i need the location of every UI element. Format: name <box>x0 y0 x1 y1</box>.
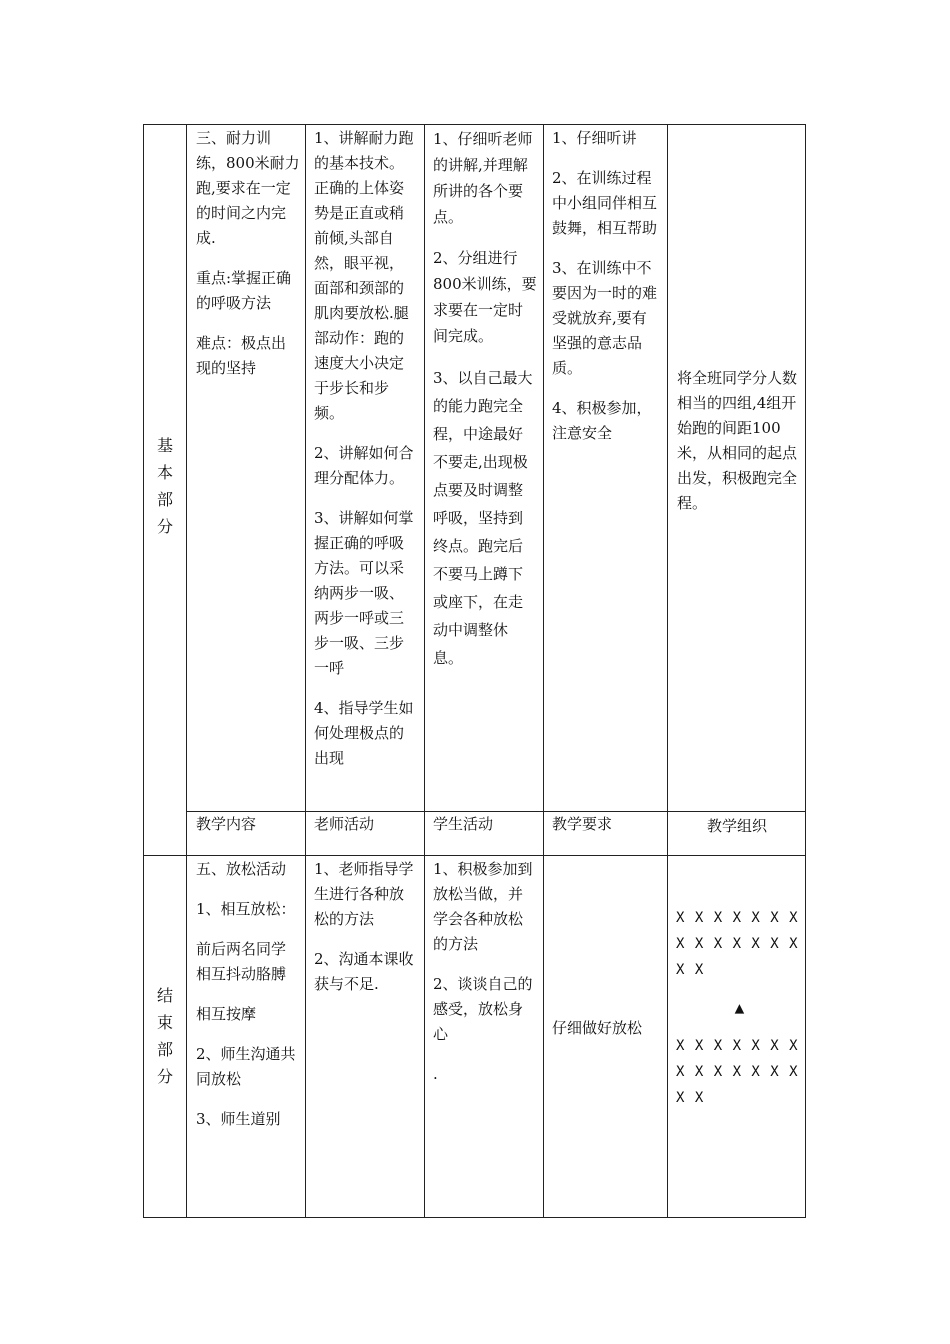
end-content-item: 五、放松活动 <box>196 860 287 878</box>
row-divider <box>186 811 806 812</box>
header-teacher: 老师活动 <box>314 815 375 833</box>
teacher-position-marker-icon: ▲ <box>734 998 746 1017</box>
formation-diagram <box>676 905 804 1111</box>
basic-content-difficulty: 难点：极点出现的坚持 <box>196 334 287 377</box>
header-student: 学生活动 <box>433 815 494 833</box>
section-label-end: 结束部分 <box>156 986 173 1086</box>
end-requirements-cell <box>552 1016 662 1056</box>
basic-teacher-item: 3、讲解如何掌握正确的呼吸方法。可以采纳两步一吸、两步一呼或三步一吸、三步一呼 <box>314 509 414 677</box>
table-border-right <box>805 124 806 1218</box>
end-content-item: 前后两名同学相互抖动胳膊 <box>196 940 287 983</box>
formation-row: X X <box>676 1090 705 1106</box>
basic-student-item: 1、仔细听老师的讲解,并理解所讲的各个要点。 <box>433 130 533 226</box>
formation-row: X X X X X X X <box>676 1064 799 1080</box>
end-content-item: 1、相互放松： <box>196 900 296 918</box>
column-divider <box>667 124 668 1218</box>
table-border-top <box>143 124 806 125</box>
basic-requirement-item: 1、仔细听讲 <box>552 129 637 147</box>
header-requirements: 教学要求 <box>552 815 613 833</box>
formation-row: X X X X X X X <box>676 936 799 952</box>
formation-row: X X X X X X X <box>676 1038 799 1054</box>
table-border-left <box>143 124 144 1218</box>
column-divider <box>305 124 306 1218</box>
basic-content-cell <box>196 126 300 396</box>
end-student-cell <box>433 857 537 1102</box>
formation-row: X X X X X X X <box>676 910 799 926</box>
basic-teacher-item: 4、指导学生如何处理极点的出现 <box>314 699 414 767</box>
end-content-item: 3、师生道别 <box>196 1110 281 1128</box>
basic-requirement-item: 4、积极参加，注意安全 <box>552 399 652 442</box>
basic-requirement-item: 3、在训练中不要因为一时的难受就放弃,要有坚强的意志品质。 <box>552 259 658 377</box>
column-divider <box>543 124 544 1218</box>
basic-content-title: 三、耐力训练，800米耐力跑,要求在一定的时间之内完成. <box>196 129 300 247</box>
basic-teacher-item: 1、讲解耐力跑的基本技术。正确的上体姿势是正直或稍前倾,头部自然，眼平视，面部和颈部的肌肉要放松.腿部动作：跑的速度大小决定于步长和步频。 <box>314 129 414 422</box>
end-teacher-item: 2、沟通本课收获与不足. <box>314 950 414 993</box>
end-student-item: 2、谈谈自己的感受，放松身心 <box>433 975 533 1043</box>
column-divider <box>424 124 425 1218</box>
basic-student-item: 3、以自己最大的能力跑完全程，中途最好不要走,出现极点要及时调整呼吸，坚持到终点。跑完后不要马上蹲下或座下，在走动中调整休息。 <box>433 369 533 667</box>
basic-teacher-cell <box>314 126 418 786</box>
basic-student-item: 2、分组进行800米训练，要求要在一定时间完成。 <box>433 249 537 345</box>
lesson-plan-table <box>143 124 806 1218</box>
basic-teacher-item: 2、讲解如何合理分配体力。 <box>314 444 414 487</box>
basic-organization-cell <box>677 366 801 531</box>
basic-requirement-item: 2、在训练过程中小组同伴相互鼓舞，相互帮助 <box>552 169 658 237</box>
row-divider <box>143 855 806 856</box>
column-divider <box>186 124 187 1218</box>
table-border-bottom <box>143 1217 806 1218</box>
formation-row: X X <box>676 962 705 978</box>
basic-student-cell <box>433 126 537 687</box>
section-label-basic: 基本部分 <box>156 436 173 536</box>
end-content-item: 相互按摩 <box>196 1005 257 1023</box>
header-content: 教学内容 <box>196 815 257 833</box>
basic-organization-text: 将全班同学分人数相当的四组,4组开始跑的间距100米，从相同的起点出发，积极跑完全程。 <box>677 369 798 512</box>
end-student-item: . <box>433 1065 438 1083</box>
end-content-item: 2、师生沟通共同放松 <box>196 1045 296 1088</box>
basic-content-key-point: 重点:掌握正确的呼吸方法 <box>196 269 292 312</box>
end-teacher-item: 1、老师指导学生进行各种放松的方法 <box>314 860 414 928</box>
basic-requirements-cell <box>552 126 658 461</box>
end-teacher-cell <box>314 857 418 1012</box>
end-requirement-text: 仔细做好放松 <box>552 1019 643 1037</box>
end-content-cell <box>196 857 300 1147</box>
header-organization: 教学组织 <box>706 817 767 835</box>
end-student-item: 1、积极参加到放松当做，并学会各种放松的方法 <box>433 860 533 953</box>
